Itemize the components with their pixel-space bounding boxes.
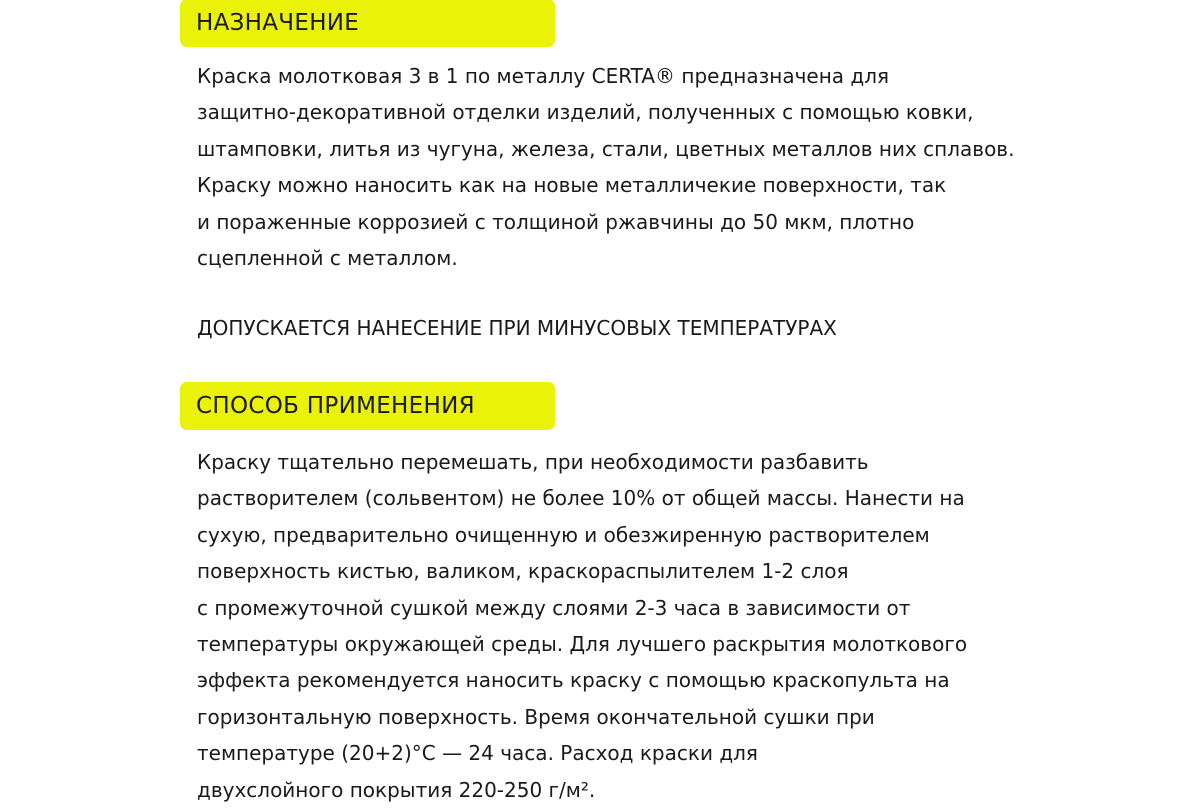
purpose-section-heading <box>180 0 555 47</box>
paragraph-line: штамповки, литья из чугуна, железа, стали, цветных металлов них сплавов. <box>197 136 1015 161</box>
purpose-heading-text: НАЗНАЧЕНИЕ <box>196 10 360 36</box>
paragraph-line: сухую, предварительно очищенную и обезжиренную растворителем <box>197 522 930 547</box>
paragraph-line: сцепленной с металлом. <box>197 246 458 271</box>
paragraph-line: температуры окружающей среды. Для лучшего раскрытия молоткового <box>197 632 968 657</box>
paragraph-line: поверхность кистью, валиком, краскораспылителем 1-2 слоя <box>197 559 849 584</box>
paragraph-line: защитно-декоративной отделки изделий, полученных с помощью ковки, <box>197 100 974 125</box>
paragraph-line: и пораженные коррозией с толщиной ржавчины до 50 мкм, плотно <box>197 209 915 234</box>
application-paragraph <box>197 444 1097 808</box>
paragraph-line: Краску можно наносить как на новые металличекие поверхности, так <box>197 173 947 198</box>
paragraph-line: с промежуточной сушкой между слоями 2-3 часа в зависимости от <box>197 595 911 620</box>
paragraph-line: температуре (20+2)°С — 24 часа. Расход краски для <box>197 741 758 766</box>
paragraph-line: Краску тщательно перемешать, при необходимости разбавить <box>197 450 869 474</box>
paragraph-line: двухслойного покрытия 220-250 г/м². <box>197 777 596 802</box>
application-heading-text: СПОСОБ ПРИМЕНЕНИЯ <box>196 393 475 419</box>
application-section-heading <box>180 382 555 430</box>
purpose-paragraph <box>197 58 1097 276</box>
paragraph-line: растворителем (сольвентом) не более 10% от общей массы. Нанести на <box>197 486 965 511</box>
paragraph-line: горизонтальную поверхность. Время окончательной сушки при <box>197 704 875 729</box>
sub-zero-temperature-note: ДОПУСКАЕТСЯ НАНЕСЕНИЕ ПРИ МИНУСОВЫХ ТЕМПЕРАТУРАХ <box>197 316 837 340</box>
paragraph-line: эффекта рекомендуется наносить краску с помощью краскопульта на <box>197 668 950 693</box>
paragraph-line: Краска молотковая 3 в 1 по металлу CERTA® предназначена для <box>197 64 890 88</box>
